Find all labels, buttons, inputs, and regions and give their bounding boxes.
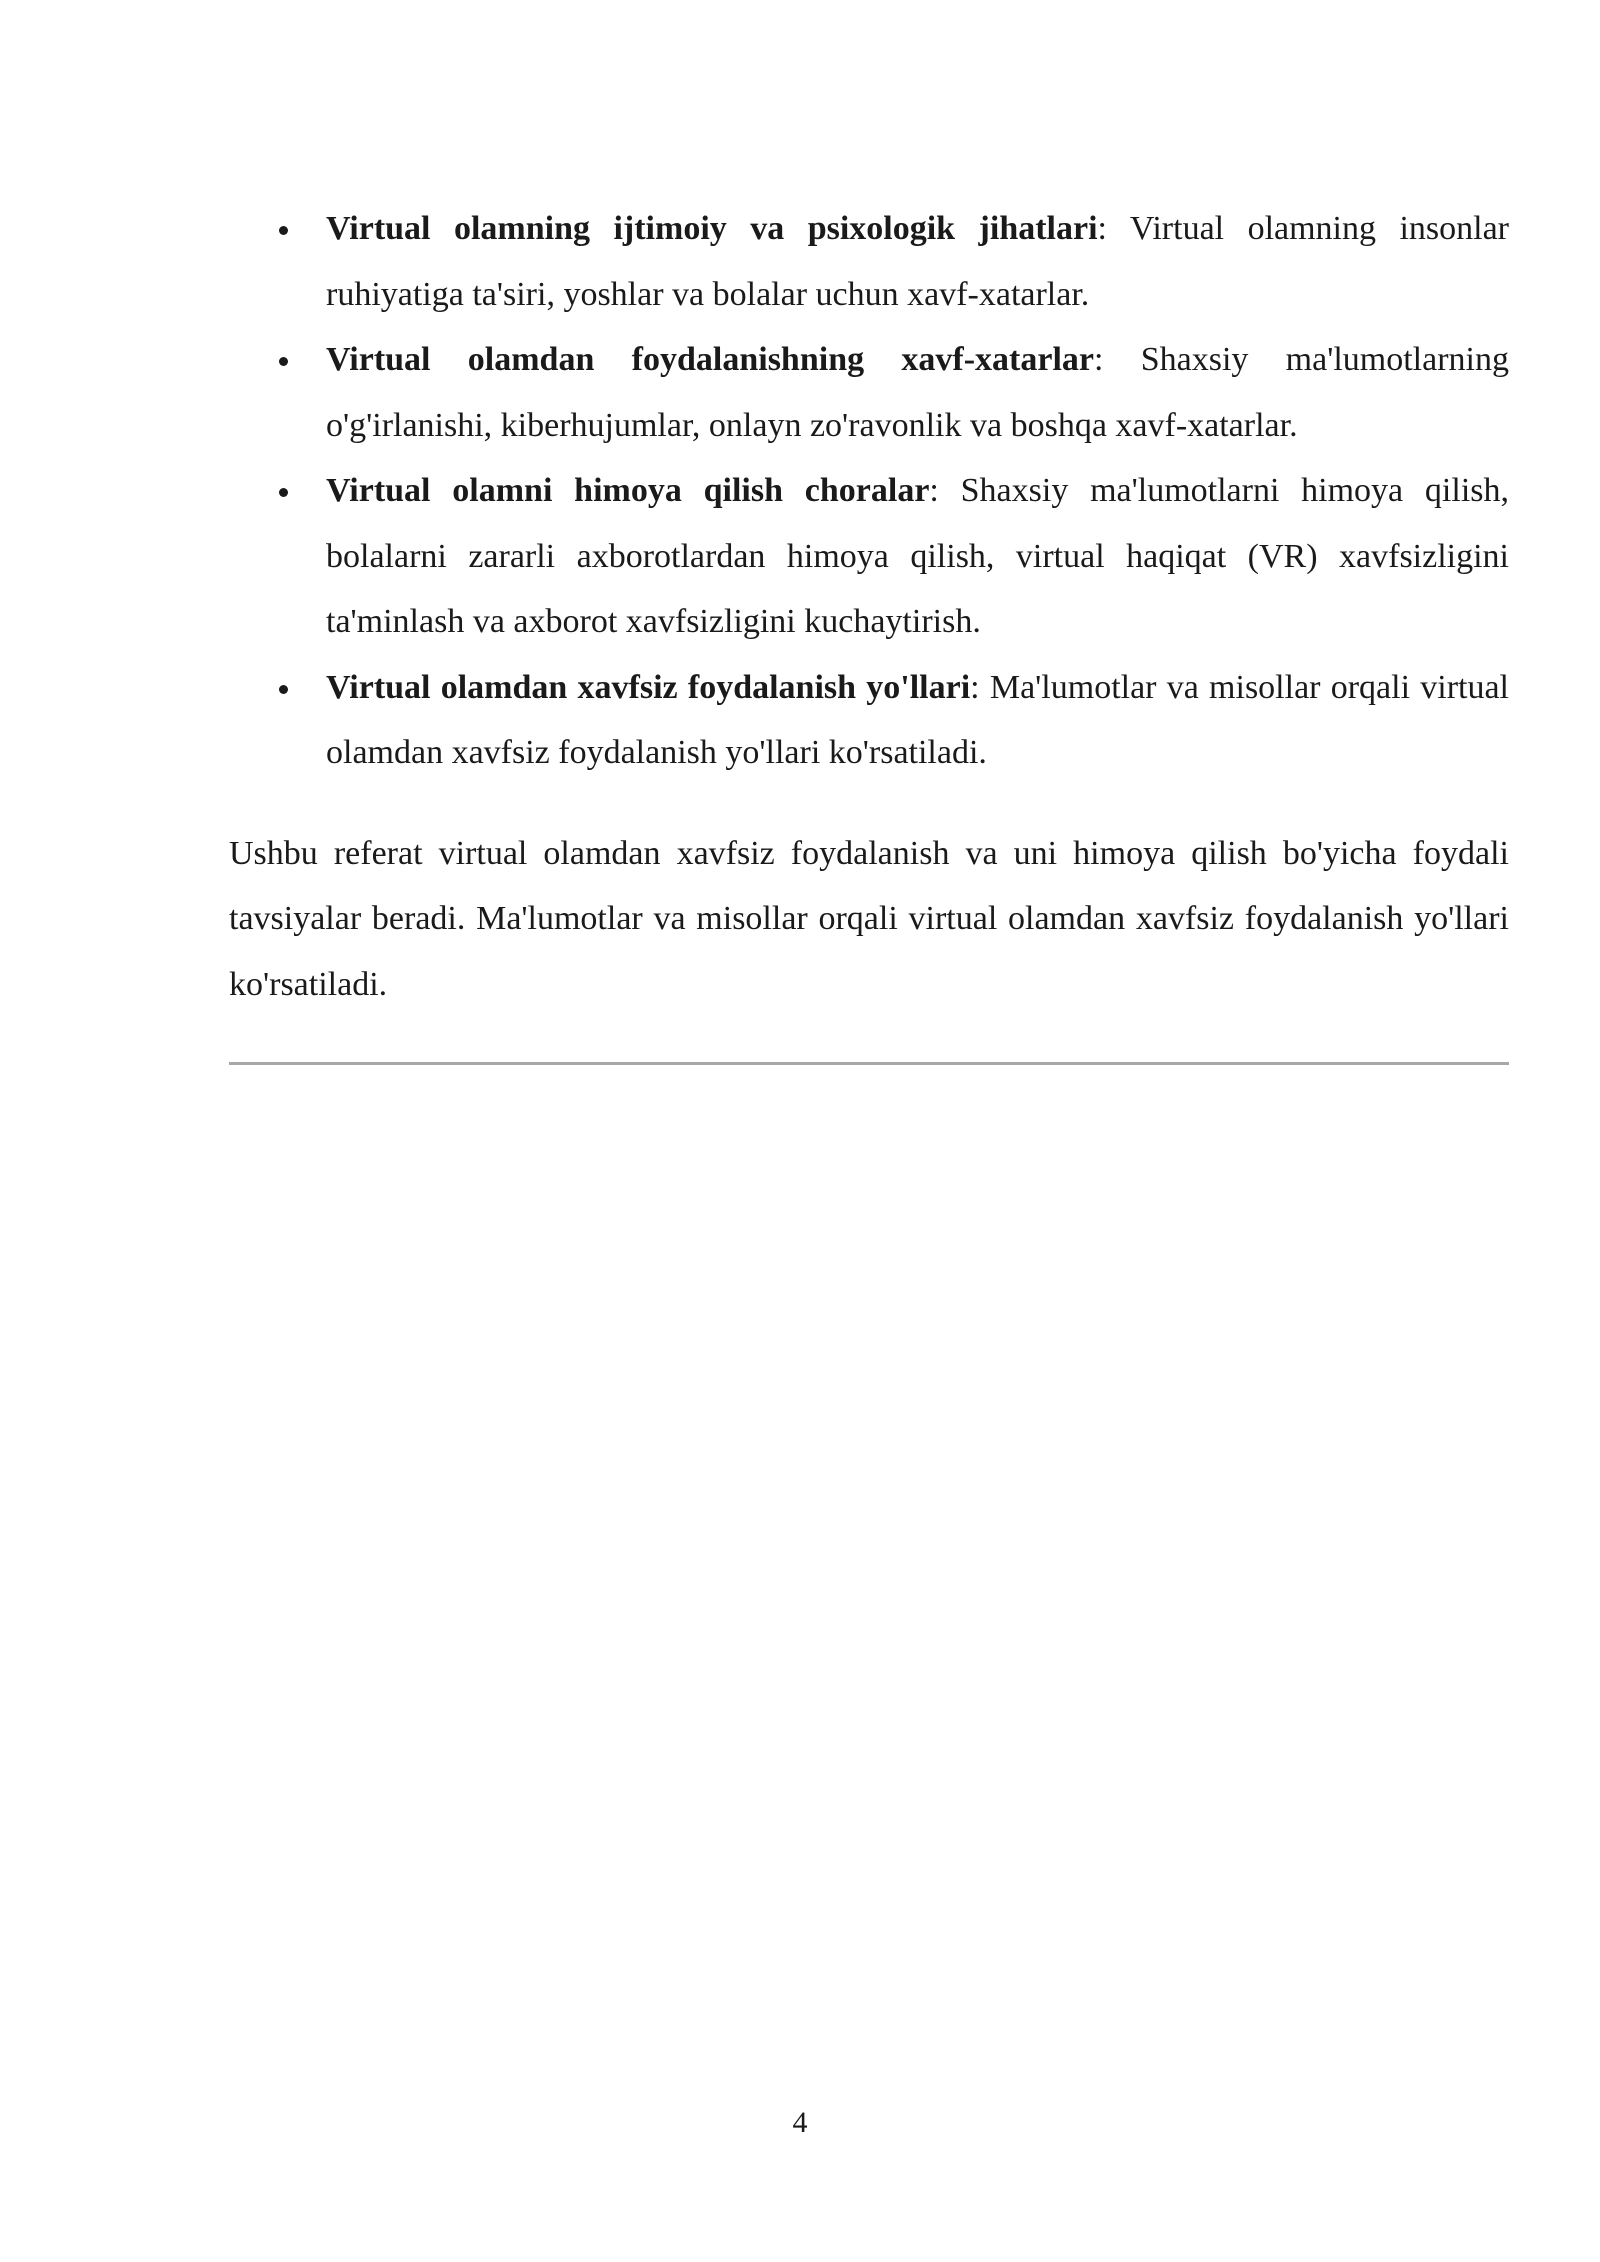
list-item-term: Virtual olamning ijtimoiy va psixologik jihatlari [326, 210, 1098, 247]
bullet-icon [279, 226, 288, 235]
list-item [229, 655, 1509, 786]
list-item-term: Virtual olamni himoya qilish choralar [326, 472, 930, 509]
list-item-term: Virtual olamdan foydalanishning xavf-xatarlar [326, 341, 1094, 378]
bullet-icon [279, 488, 288, 497]
list-item-term: Virtual olamdan xavfsiz foydalanish yo'llari [326, 668, 971, 706]
bullet-list [229, 196, 1509, 786]
bullet-icon [279, 357, 288, 366]
summary-paragraph: Ushbu referat virtual olamdan xavfsiz foydalanish va uni himoya qilish bo'yicha foydali tavsiyalar beradi. Ma'lumotlar va misollar orqali virtual olamdan xavfsiz foydalanish yo'llari ko'rsatiladi. [229, 834, 1509, 1003]
list-item-text: : Shaxsiy ma'lumotlarning o'g'irlanishi, kiberhujumlar, onlayn zo'ravonlik va boshqa xavf-xatarlar. [326, 341, 1509, 444]
list-item [229, 327, 1509, 458]
bullet-icon [279, 685, 288, 694]
list-item-text: : Shaxsiy ma'lumotlarni himoya qilish, bolalarni zararli axborotlardan himoya qilish, virtual haqiqat (VR) xavfsizligini ta'minlash va axborot xavfsizligini kuchaytirish. [326, 472, 1509, 640]
list-item [229, 458, 1509, 655]
page-content [229, 196, 1509, 1017]
list-item-text: : Virtual olamning insonlar ruhiyatiga ta'siri, yoshlar va bolalar uchun xavf-xatarlar. [326, 210, 1510, 313]
page-number: 4 [792, 2106, 808, 2139]
list-item [229, 196, 1509, 327]
list-item-text: : Ma'lumotlar va misollar orqali virtual olamdan xavfsiz foydalanish yo'llari ko'rsatiladi. [326, 668, 1510, 771]
horizontal-rule [229, 1062, 1509, 1065]
